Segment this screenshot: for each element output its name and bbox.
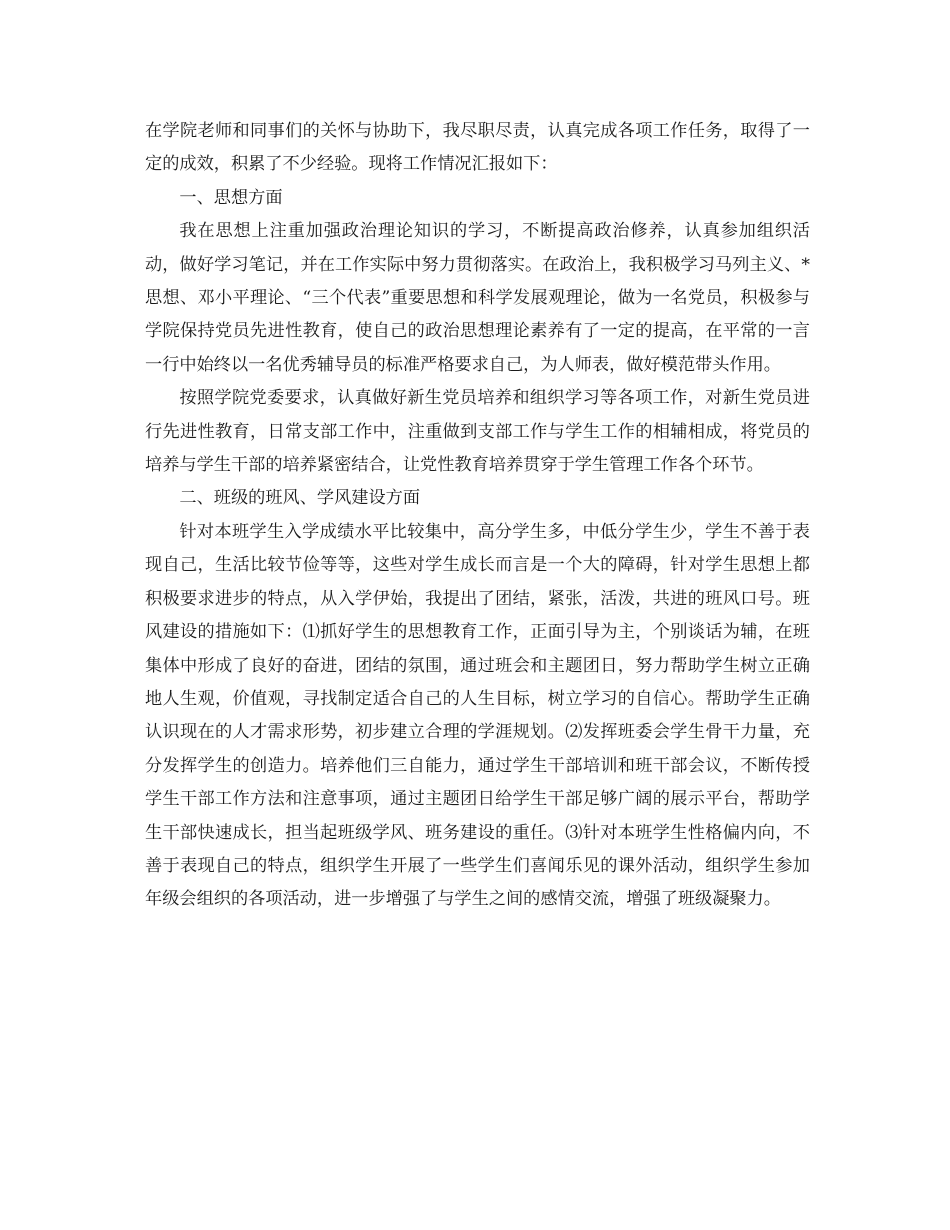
section-heading-thought: 一、思想方面 xyxy=(179,187,283,208)
intro-paragraph: 在学院老师和同事们的关怀与协助下，我尽职尽责，认真完成各项工作任务，取得了一定的成效，积累了不少经验。现将工作情况汇报如下： xyxy=(145,121,810,175)
section1-paragraph-2: 按照学院党委要求，认真做好新生党员培养和组织学习等各项工作，对新生党员进行先进性教育，日常支部工作中，注重做到支部工作与学生工作的相辅相成，将党员的培养与学生干部的培养紧密结合，让党性教育培养贯穿于学生管理工作各个环节。 xyxy=(145,388,810,476)
section2-paragraph-1: 针对本班学生入学成绩水平比较集中，高分学生多，中低分学生少，学生不善于表现自己，生活比较节俭等等，这些对学生成长而言是一个大的障碍，针对学生思想上都积极要求进步的特点，从入学伊始，我提出了团结，紧张，活泼，共进的班风口号。班风建设的措施如下：⑴抓好学生的思想教育工作，正面引导为主，个别谈话为辅，在班集体中形成了良好的奋进，团结的氛围，通过班会和主题团日，努力帮助学生树立正确地人生观，价值观，寻找制定适合自己的人生目标，树立学习的自信心。帮助学生正确认识现在的人才需求形势，初步建立合理的学涯规划。⑵发挥班委会学生骨干力量，充分发挥学生的创造力。培养他们三自能力，通过学生干部培训和班干部会议，不断传授学生干部工作方法和注意事项，通过主题团日给学生干部足够广阔的展示平台，帮助学生干部快速成长，担当起班级学风、班务建设的重任。⑶针对本班学生性格偏内向，不善于表现自己的特点，组织学生开展了一些学生们喜闻乐见的课外活动，组织学生参加年级会组织的各项活动，进一步增强了与学生之间的感情交流，增强了班级凝聚力。 xyxy=(145,521,810,910)
section-heading-class-style: 二、班级的班风、学风建设方面 xyxy=(179,488,421,509)
section1-paragraph-1: 我在思想上注重加强政治理论知识的学习，不断提高政治修养，认真参加组织活动，做好学习笔记，并在工作实际中努力贯彻落实。在政治上，我积极学习马列主义、*思想、邓小平理论、“三个代表”重要思想和科学发展观理论，做为一名党员，积极参与学院保持党员先进性教育，使自己的政治思想理论素养有了一定的提高，在平常的一言一行中始终以一名优秀辅导员的标准严格要求自己，为人师表，做好模范带头作用。 xyxy=(145,221,810,375)
document-page xyxy=(145,115,810,917)
